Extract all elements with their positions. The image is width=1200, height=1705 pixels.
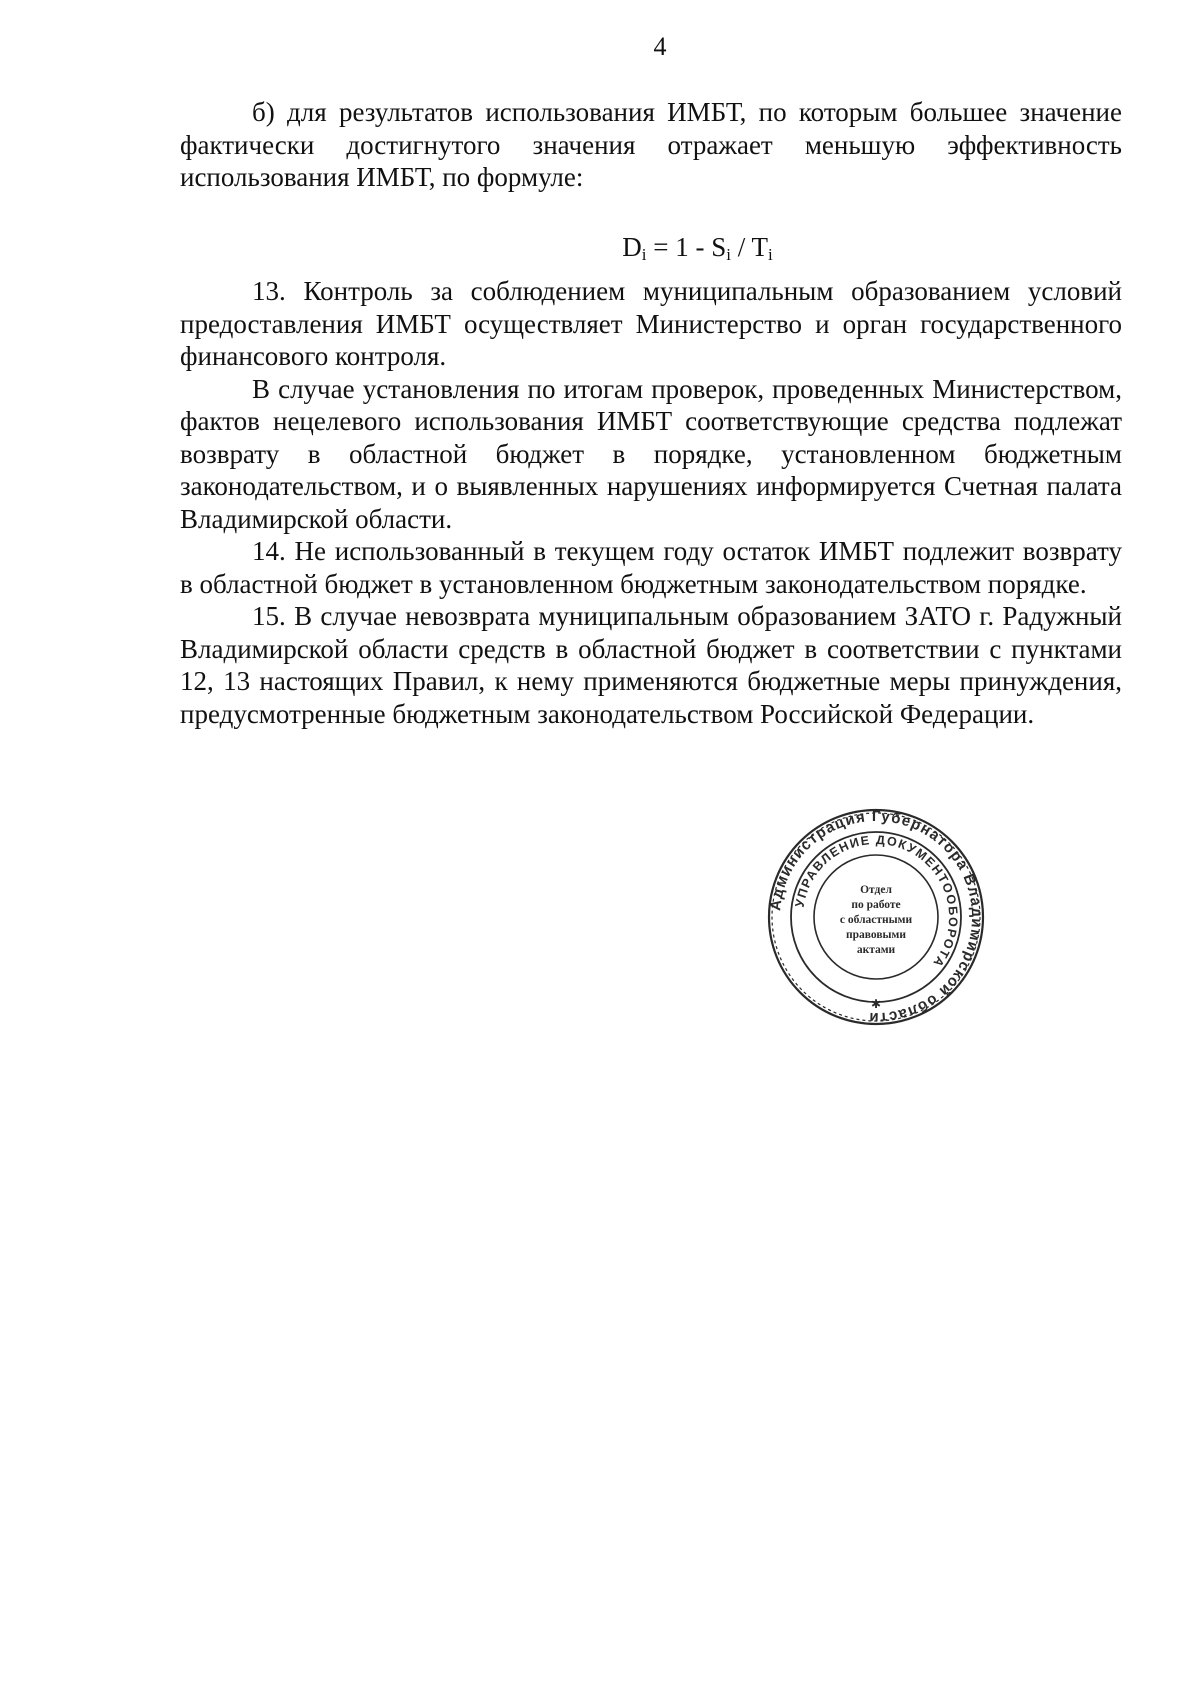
formula-s-sub: i bbox=[726, 245, 731, 264]
paragraph-b: б) для результатов использования ИМБТ, по которым большее значение фактически достигнутого значения отражает меньшую эффективность использования ИМБТ, по формуле: bbox=[180, 97, 1122, 192]
paragraph-13-2: В случае установления по итогам проверок, проведенных Министерством, фактов нецелевого использования ИМБТ соответствующие средства подлежат возврату в областной бюджет в порядке, установленном бюджетным законодательством, и о выявленных нарушениях информируется Счетная палата Владимирской области. bbox=[180, 373, 1122, 534]
paragraph-13: 13. Контроль за соблюдением муниципальным образованием условий предоставления ИМБТ осуществляет Министерство и орган государственного финансового контроля. bbox=[180, 276, 1122, 371]
paragraph-b-block bbox=[180, 96, 1122, 194]
stamp-inner-ring-text: УПРАВЛЕНИЕ ДОКУМЕНТООБОРОТА bbox=[792, 832, 961, 971]
formula-d: D bbox=[622, 232, 642, 262]
stamp-center-line-1: Отдел bbox=[860, 884, 892, 896]
stamp-center-line-2: по работе bbox=[851, 899, 901, 911]
formula bbox=[0, 232, 1200, 265]
stamp-outer-ring-text: Администрация Губернатора Владимирской области bbox=[767, 807, 986, 1027]
formula-s: = 1 - S bbox=[646, 232, 727, 262]
stamp-star-icon: ✱ bbox=[870, 997, 882, 1011]
official-seal-stamp bbox=[766, 807, 986, 1027]
stamp-center-line-5: актами bbox=[856, 944, 896, 956]
page-number: 4 bbox=[653, 32, 667, 61]
formula-t-sub: i bbox=[767, 245, 773, 264]
formula-t: / T bbox=[730, 232, 768, 262]
stamp-center-line-3: с областными bbox=[839, 914, 913, 926]
main-text-block bbox=[180, 275, 1122, 730]
paragraph-15: 15. В случае невозврата муниципальным образованием ЗАТО г. Радужный Владимирской области средств в областной бюджет в соответствии с пунктами 12, 13 настоящих Правил, к нему применяются бюджетные меры принуждения, предусмотренные бюджетным законодательством Российской Федерации. bbox=[180, 601, 1122, 729]
paragraph-14: 14. Не использованный в текущем году остаток ИМБТ подлежит возврату в областной бюджет в установленном бюджетным законодательством порядке. bbox=[180, 536, 1122, 599]
stamp-center-line-4: правовыми bbox=[845, 929, 907, 941]
formula-d-sub: i bbox=[641, 245, 647, 264]
